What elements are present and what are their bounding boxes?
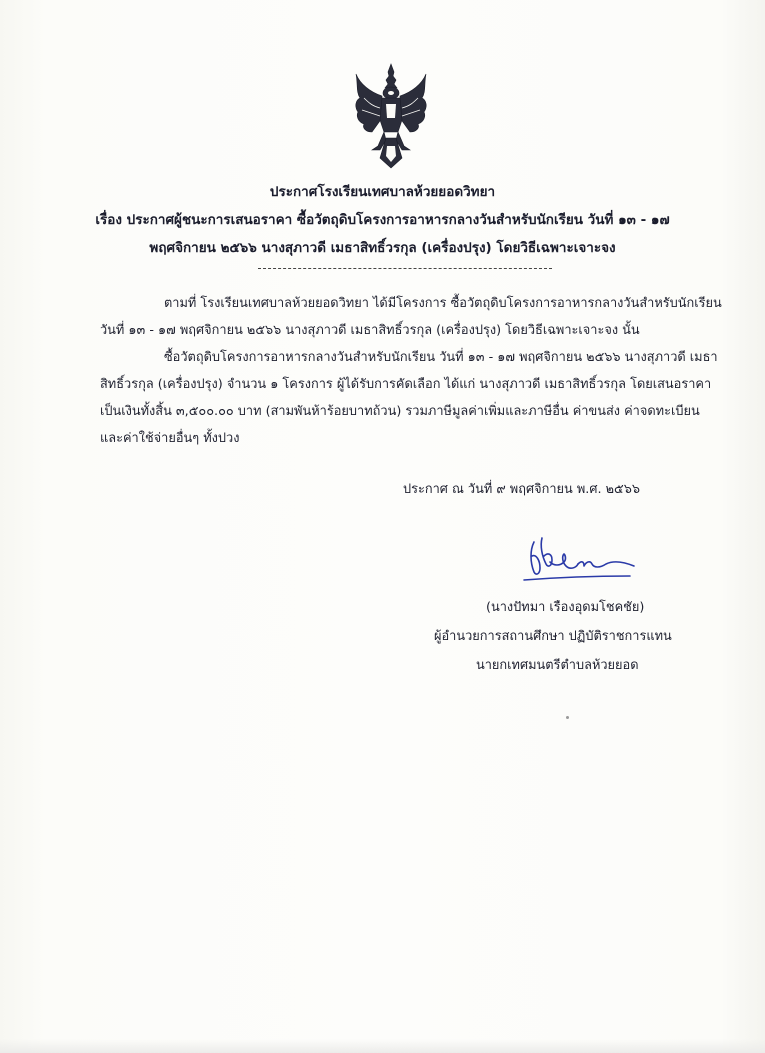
subject-line-2: พฤศจิกายน ๒๕๖๖ นางสุภาวดี เมธาสิทธิ์วรกุล (เครื่องปรุง) โดยวิธีเฉพาะเจาะจง xyxy=(149,240,616,256)
paragraph-2-line-2: สิทธิ์วรกุล (เครื่องปรุง) จำนวน ๑ โครงการ ผู้ได้รับการคัดเลือก ได้แก่ นางสุภาวดี เมธาสิทธิ์วรกุล โดยเสนอราคา xyxy=(100,377,712,392)
signatory-name: (นางปัทมา เรืองอุดมโชคชัย) xyxy=(486,600,645,615)
paragraph-2-line-3: เป็นเงินทั้งสิ้น ๓,๕๐๐.๐๐ บาท (สามพันห้าร้อยบาทถ้วน) รวมภาษีมูลค่าเพิ่มและภาษีอื่น ค่าขนส่ง ค่าจดทะเบียน xyxy=(100,404,700,419)
paragraph-2-line-4: และค่าใช้จ่ายอื่นๆ ทั้งปวง xyxy=(100,431,240,446)
handwritten-signature xyxy=(520,532,638,594)
announcement-title: ประกาศโรงเรียนเทศบาลห้วยยอดวิทยา xyxy=(269,184,496,200)
subject-line-1: เรื่อง ประกาศผู้ชนะการเสนอราคา ซื้อวัตถุดิบโครงการอาหารกลางวันสำหรับนักเรียน วันที่ ๑๓ - ๑๗ xyxy=(95,212,670,228)
scan-speck xyxy=(566,716,569,719)
paragraph-1-line-1: ตามที่ โรงเรียนเทศบาลห้วยยอดวิทยา ได้มีโครงการ ซื้อวัตถุดิบโครงการอาหารกลางวันสำหรับนักเรียน xyxy=(164,296,722,311)
garuda-emblem xyxy=(352,62,430,172)
signatory-title-line-2: นายกเทศมนตรีตำบลห้วยยอด xyxy=(476,658,639,673)
signatory-title-line-1: ผู้อำนวยการสถานศึกษา ปฏิบัติราชการแทน xyxy=(434,629,672,644)
announcement-date: ประกาศ ณ วันที่ ๙ พฤศจิกายน พ.ศ. ๒๕๖๖ xyxy=(403,482,640,497)
paragraph-1-line-2: วันที่ ๑๓ - ๑๗ พฤศจิกายน ๒๕๖๖ นางสุภาวดี เมธาสิทธิ์วรกุล (เครื่องปรุง) โดยวิธีเฉพาะเจาะจง นั้น xyxy=(100,323,640,338)
title-divider xyxy=(258,268,552,269)
scan-edge xyxy=(0,1039,765,1053)
paragraph-2-line-1: ซื้อวัตถุดิบโครงการอาหารกลางวันสำหรับนักเรียน วันที่ ๑๓ - ๑๗ พฤศจิกายน ๒๕๖๖ นางสุภาวดี เมธา xyxy=(164,350,718,365)
